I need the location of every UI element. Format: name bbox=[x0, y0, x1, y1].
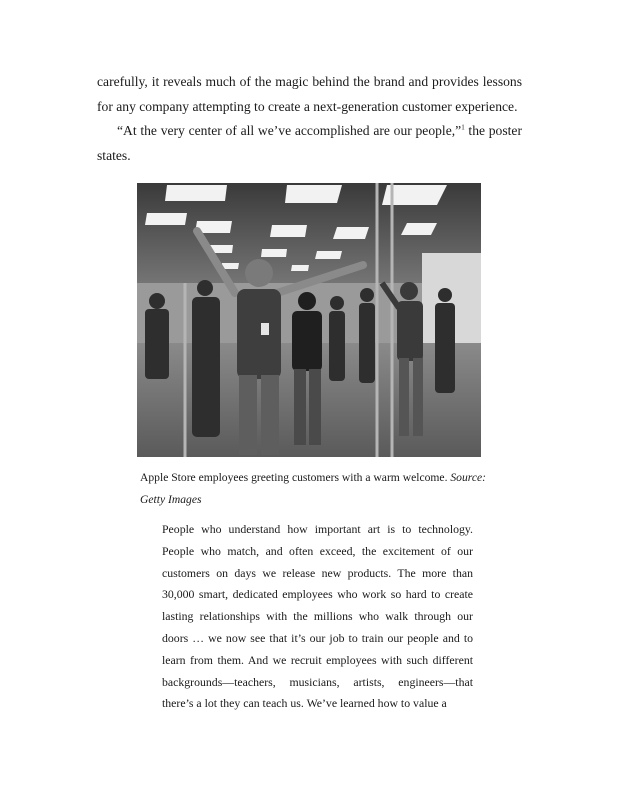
poster-quote-text: “At the very center of all we’ve accomplished are our people,” bbox=[117, 123, 462, 138]
body-paragraph-2 bbox=[97, 119, 522, 168]
paragraph-tail-text: the poster states. bbox=[97, 123, 522, 163]
block-quote: People who understand how important art is to technology. People who match, and often exceed, the excitement of our customers on days we release new products. The more than 30,000 smart, dedicated employees who work so hard to create lasting relationships with the millions who walk through our doors … we now see that it’s our job to train our people and to learn from them. And we recruit employees with such different backgrounds—teachers, musicians, artists, engineers—that there’s a lot they can teach us. We’ve learned how to value a bbox=[162, 522, 473, 711]
footnote-marker: 1 bbox=[461, 123, 465, 132]
caption-text: Apple Store employees greeting customers with a warm welcome. bbox=[140, 471, 451, 484]
body-paragraph-1: carefully, it reveals much of the magic behind the brand and provides lessons for any company attempting to create a next-generation customer experience. bbox=[97, 74, 522, 114]
store-employees-photo bbox=[137, 183, 481, 457]
caption-source: Source: Getty Images bbox=[140, 471, 486, 506]
figure-caption bbox=[140, 467, 500, 510]
